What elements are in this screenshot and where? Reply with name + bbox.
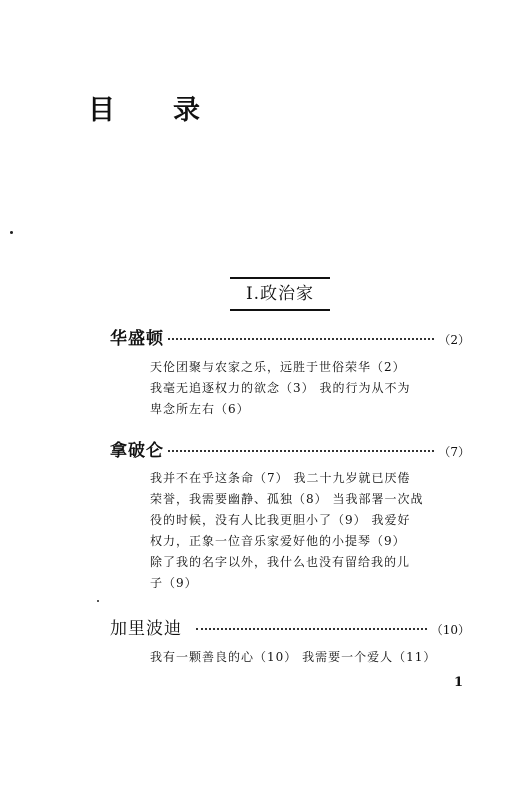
toc-entry-name: 华盛顿 — [110, 329, 164, 349]
dot-leader — [168, 450, 434, 452]
subentry-line: 我并不在乎这条命（7） 我二十九岁就已厌倦 — [150, 471, 411, 485]
print-speck — [97, 600, 99, 602]
section-heading: I.政治家 — [230, 277, 330, 311]
dot-leader — [168, 338, 434, 340]
toc-entry[interactable] — [110, 436, 470, 461]
toc-page-number: （10） — [430, 623, 470, 637]
subentry-line: 我有一颗善良的心（10） 我需要一个爱人（11） — [150, 650, 437, 664]
subentry-line: 除了我的名字以外，我什么也没有留给我的儿 — [150, 555, 411, 569]
page-number: 1 — [454, 675, 464, 690]
subentry-line: 役的时候，没有人比我更胆小了（9） 我爱好 — [150, 513, 411, 527]
toc-subentries — [150, 468, 460, 594]
print-speck — [10, 231, 13, 234]
toc-title-char-2: 录 — [173, 95, 200, 126]
subentry-line: 卑念所左右（6） — [150, 402, 250, 416]
toc-subentries — [150, 357, 460, 420]
toc-subentries — [150, 647, 460, 668]
subentry-line: 天伦团聚与农家之乐，远胜于世俗荣华（2） — [150, 360, 406, 374]
toc-title-char-1: 目 — [88, 95, 115, 126]
subentry-line: 荣誉，我需要幽静、孤独（8） 当我部署一次战 — [150, 492, 424, 506]
toc-entry-name: 拿破仑 — [110, 441, 164, 461]
subentry-line: 我毫无追逐权力的欲念（3） 我的行为从不为 — [150, 381, 411, 395]
toc-page-number: （2） — [438, 333, 470, 347]
toc-entry-name: 加里波迪 — [110, 619, 182, 639]
subentry-line: 子（9） — [150, 576, 198, 590]
subentry-line: 权力，正象一位音乐家爱好他的小提琴（9） — [150, 534, 406, 548]
dot-leader — [196, 628, 427, 630]
toc-entry[interactable] — [110, 324, 470, 349]
toc-entry[interactable] — [110, 614, 470, 639]
toc-page-number: （7） — [438, 445, 470, 459]
